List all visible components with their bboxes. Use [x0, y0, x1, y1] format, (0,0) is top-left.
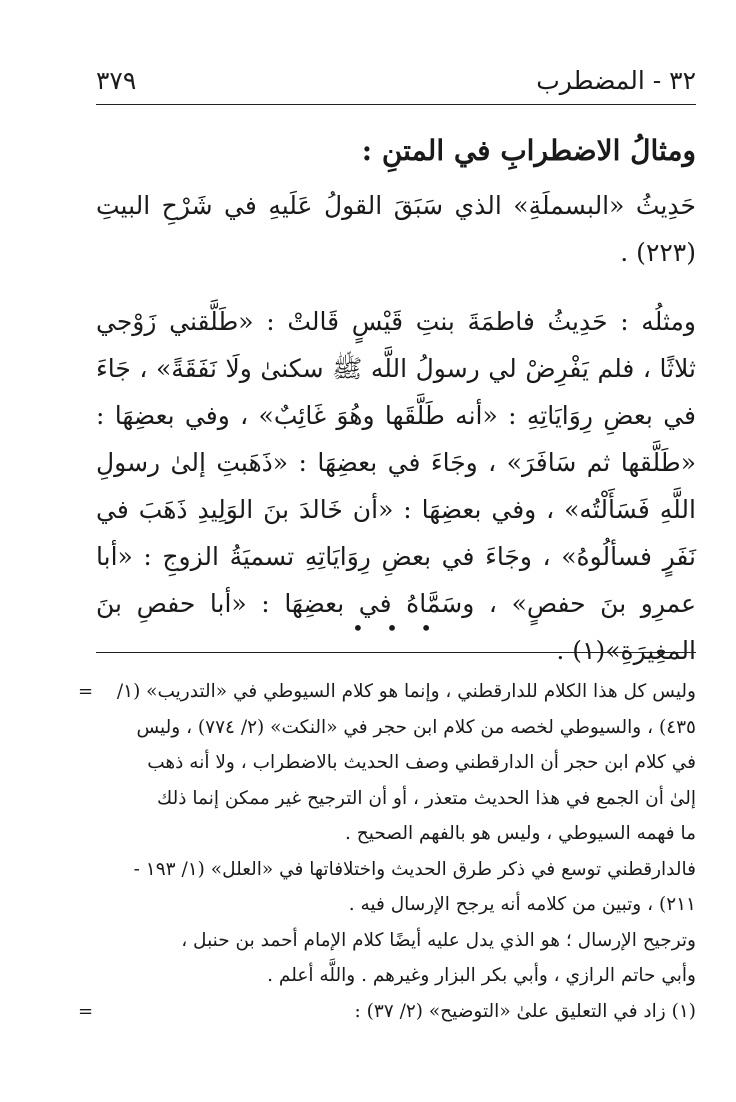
footnote-divider	[96, 652, 696, 653]
footnote-line: وليس كل هذا الكلام للدارقطني ، وإنما هو كلام السيوطي في «التدريب» (١/	[116, 681, 696, 702]
footnote-line: ٢١١) ، وتبين من كلامه أنه يرجح الإرسال فيه .	[348, 894, 696, 915]
footnote-line: وترجيح الإرسال ؛ هو الذي يدل عليه أيضًا كلام الإمام أحمد بن حنبل ،	[181, 929, 696, 951]
continuation-end-marker: =	[78, 1000, 94, 1022]
footnotes	[78, 674, 696, 1029]
paragraph-fatima-hadith: ومثلُه : حَدِيثُ فاطمَةَ بنتِ قَيْسٍ قَالتْ : «طَلَّقني زَوْجي ثلاثًا ، فلم يَفْرِضْ لي رسولُ اللَّه ﷺ سكنىٰ ولَا نَفَقَةً» ، جَاءَ في بعضِ رِوَايَاتِهِ : «أنه طَلَّقَها وهُوَ غَائِبٌ» ، وفي بعضِهَا : «طَلَّقها ثم سَافَرَ» ، وجَاءَ في بعضِهَا : «ذَهَبتِ إلىٰ رسولِ اللَّهِ فَسَأَلْتُه» ، وفي بعضِهَا : «أن خَالدَ بنَ الوَلِيدِ ذَهَبَ في نَفَرٍ فسألُوهُ» ، وجَاءَ في بعضِ رِوَايَاتِهِ تسميَةُ الزوجِ : «أبا عمرِو بنَ حفصٍ» ، وسَمَّاهُ في بعضِهَا : «أبا حفصِ بنَ المغِيرَةِ»(١) .	[96, 307, 696, 665]
header-divider	[96, 104, 696, 105]
section-heading: ومثالُ الاضطرابِ في المتنِ :	[361, 134, 696, 167]
main-text	[96, 126, 696, 674]
paragraph-basmala: حَدِيثُ «البسملَةِ» الذي سَبَقَ القولُ عَلَيهِ في شَرْحِ البيتِ (٢٢٣) .	[96, 191, 696, 267]
section-ornament: • • •	[351, 616, 441, 640]
running-header	[96, 62, 696, 102]
footnote-line: فالدارقطني توسع في ذكر طرق الحديث واختلافاتها في «العلل» (١/ ١٩٣ -	[133, 858, 696, 880]
footnote-line: (١) زاد في التعليق علىٰ «التوضيح» (٢/ ٣٧) :	[354, 1000, 696, 1022]
continuation-marker: =	[78, 681, 94, 702]
footnote-line: وأبي حاتم الرازي ، وأبي بكر البزار وغيرهم . واللَّه أعلم .	[267, 965, 696, 986]
footnote-line: ما فهمه السيوطي ، وليس هو بالفهم الصحيح .	[345, 823, 696, 844]
chapter-title: ٣٢ - المضطرب	[536, 66, 696, 95]
page-number: ٣٧٩	[96, 66, 137, 95]
footnote-line: ٤٣٥) ، والسيوطي لخصه من كلام ابن حجر في «النكت» (٢/ ٧٧٤) ، وليس	[136, 716, 696, 738]
footnote-line: إلىٰ أن الجمع في هذا الحديث متعذر ، أو أن الترجيح غير ممكن إنما ذلك	[157, 787, 696, 809]
footnote-line: في كلام ابن حجر أن الدارقطني وصف الحديث بالاضطراب ، ولا أنه ذهب	[147, 752, 696, 773]
